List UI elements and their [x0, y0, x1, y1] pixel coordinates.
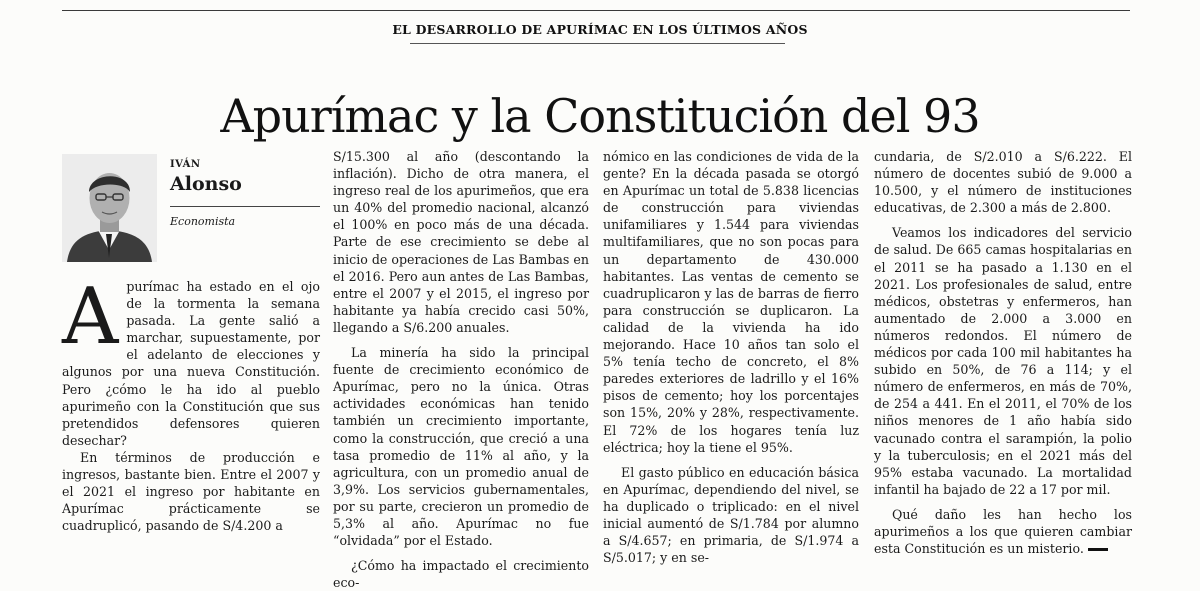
headline: Apurímac y la Constitución del 93: [220, 88, 980, 143]
top-rule: [62, 10, 1130, 11]
paragraph: En términos de producción e ingresos, bastante bien. Entre el 2007 y el 2021 el ingreso por habitante en Apurímac prácticamente se cuadruplicó, pasando de S/4.200 a: [62, 449, 320, 534]
lead-text: purímac ha estado en el ojo de la tormenta la semana pasada. La gente salió a marchar, supuestamente, por el adelanto de elecciones y algunos por una nueva Constitución. Pero ¿cómo le ha ido al pueblo apurimeño con la Constitución que sus pretendidos defensores quieren desechar?: [62, 279, 320, 448]
closing-paragraph: [874, 506, 1132, 557]
lead-paragraph: [62, 272, 320, 449]
paragraph: El gasto público en educación básica en Apurímac, dependiendo del nivel, se ha duplicado o triplicado: en el nivel inicial aumentó de S/1.784 por alumno a S/4.657; en primaria, de S/1.974 a S/5.017; y en se-: [603, 464, 859, 566]
author-rule: [170, 206, 320, 207]
author-meta: [170, 156, 320, 230]
paragraph: ¿Cómo ha impactado el crecimiento eco-: [333, 558, 589, 591]
paragraph: nómico en las condiciones de vida de la gente? En la década pasada se otorgó en Apurímac un total de 5.838 licencias de construcción para viviendas unifamiliares y 1.544 para viviendas multifamiliares, que no son pocas para un departamento de 430.000 habitantes. Las ventas de cemento se cuadruplicaron y las de barras de fierro para construcción se duplicaron. La calidad de la vivienda ha ido mejorando. Hace 10 años tan solo el 5% tenía techo de concreto, el 8% paredes exteriores de ladrillo y el 16% pisos de cemento; hoy los porcentajes son 15%, 20% y 28%, respectivamente. El 72% de los hogares tenía luz eléctrica; hoy la tiene el 95%.: [603, 149, 859, 455]
author-box: [62, 154, 320, 262]
author-last-name: Alonso: [170, 173, 242, 196]
column-4: [874, 148, 1132, 557]
column-2: [333, 148, 589, 591]
column-1: [62, 154, 320, 534]
end-mark: [1088, 548, 1108, 551]
section-underline: [410, 43, 785, 44]
author-first-name: IVÁN: [170, 159, 201, 170]
paragraph: S/15.300 al año (descontando la inflación). Dicho de otra manera, el ingreso real de los apurimeños, que era un 40% del promedio nacional, alcanzó el 100% en poco más de una década. Parte de ese crecimiento se debe al inicio de operaciones de Las Bambas en el 2016. Pero aun antes de Las Bambas, entre el 2007 y el 2015, el ingreso por habitante ya había crecido casi 50%, llegando a S/6.200 anuales.: [333, 149, 589, 335]
author-photo: [62, 154, 157, 262]
author-role: Economista: [170, 215, 236, 229]
column-3: [603, 148, 859, 566]
paragraph: Veamos los indicadores del servicio de salud. De 665 camas hospitalarias en el 2011 se ha pasado a 1.130 en el 2021. Los profesionales de salud, entre médicos, obstetras y enfermeros, han aumentado de 2.000 a 3.000 en números redondos. El número de médicos por cada 100 mil habitantes ha subido en 50%, de 76 a 114; y el número de enfermeros, en más de 70%, de 254 a 441. En el 2011, el 70% de los niños menores de 1 año había sido vacunado contra el sarampión, la polio y la tuberculosis; en el 2021 más del 95% estaba vacunado. La mortalidad infantil ha bajado de 22 a 17 por mil.: [874, 225, 1132, 497]
closing-text: Qué daño les han hecho los apurimeños a los que quieren cambiar esta Constitución es un misterio.: [874, 506, 1132, 557]
paragraph: cundaria, de S/2.010 a S/6.222. El número de docentes subió de 9.000 a 10.500, y el número de instituciones educativas, de 2.300 a más de 2.800.: [874, 149, 1132, 216]
section-label: EL DESARROLLO DE APURÍMAC EN LOS ÚLTIMOS AÑOS: [392, 22, 808, 37]
portrait-illustration: [62, 154, 157, 262]
drop-cap: A: [62, 272, 119, 362]
paragraph: La minería ha sido la principal fuente de crecimiento económico de Apurímac, pero no la única. Otras actividades económicas han tenido también un crecimiento importante, como la construcción, que creció a una tasa promedio de 11% al año, y la agricultura, con un promedio anual de 3,9%. Los servicios gubernamentales, por su parte, crecieron un promedio de 5,3% al año. Apurímac no fue “olvidada” por el Estado.: [333, 345, 589, 549]
